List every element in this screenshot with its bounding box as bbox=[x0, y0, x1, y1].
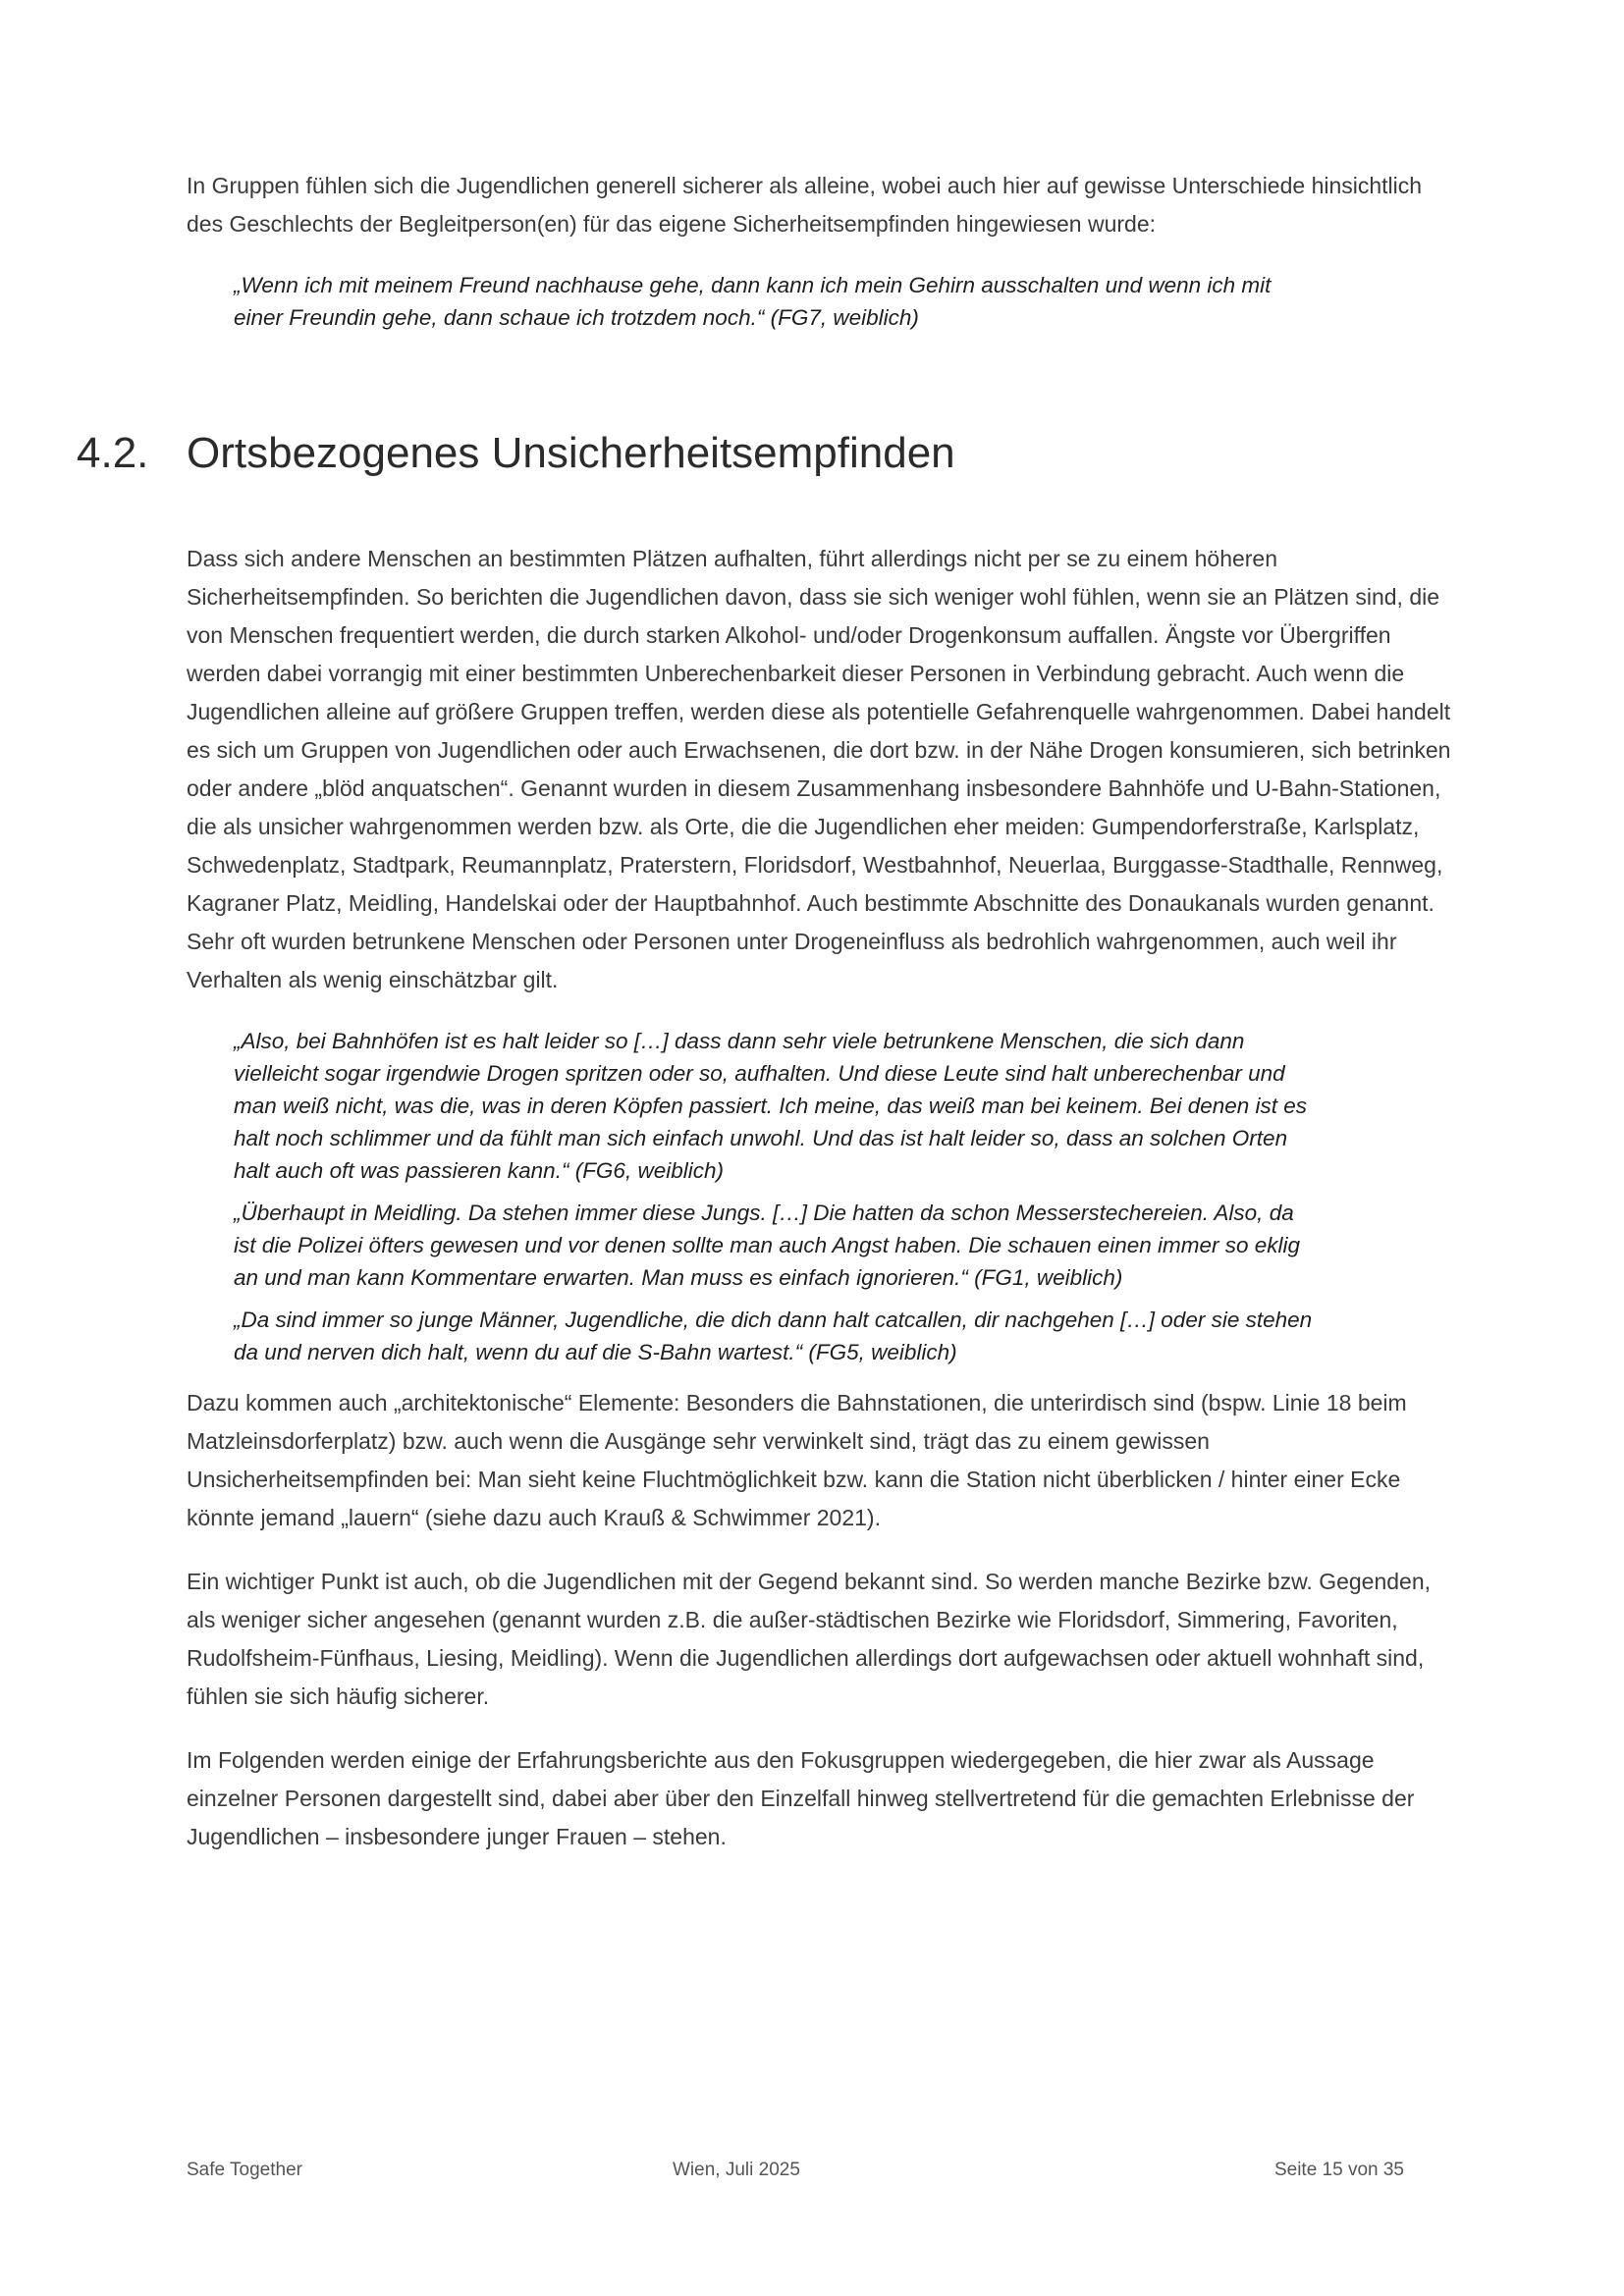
section-quote-3: „Da sind immer so junge Männer, Jugendliche, die dich dann halt catcallen, dir nachgehen […] oder sie stehen da und nerven dich halt, wenn du auf die S-Bahn wartest.“ (FG5, weiblich) bbox=[234, 1308, 1313, 1364]
section-number: 4.2. bbox=[77, 429, 149, 477]
section-paragraph-3: Ein wichtiger Punkt ist auch, ob die Jugendlichen mit der Gegend bekannt sind. So werden manche Bezirke bzw. Gegenden, als weniger sicher angesehen (genannt wurden z.B. die außer-städtischen Bezirke wie Floridsdorf, Simmering, Favoriten, Rudolfsheim-Fünfhaus, Liesing, Meidling). Wenn die Jugendlichen allerdings dort aufgewachsen oder aktuell wohnhaft sind, fühlen sie sich häufig sicherer. bbox=[187, 1569, 1432, 1709]
footer-document-title: Safe Together bbox=[187, 2160, 302, 2180]
section-quote-block bbox=[234, 1025, 1314, 1368]
section-paragraph-2: Dazu kommen auch „architektonische“ Elemente: Besonders die Bahnstationen, die unterirdisch sind (bspw. Linie 18 beim Matzleinsdorferplatz) bzw. auch wenn die Ausgänge sehr verwinkelt sind, trägt das zu einem gewissen Unsicherheitsempfinden bei: Man sieht keine Fluchtmöglichkeit bzw. kann die Station nicht überblicken / hinter einer Ecke könnte jemand „lauern“ (siehe dazu auch Krauß & Schwimmer 2021). bbox=[187, 1390, 1407, 1530]
section-paragraph-4: Im Folgenden werden einige der Erfahrungsberichte aus den Fokusgruppen wiedergegeben, die hier zwar als Aussage einzelner Personen dargestellt sind, dabei aber über den Einzelfall hinweg stellvertretend für die gemachten Erlebnisse der Jugendlichen – insbesondere junger Frauen – stehen. bbox=[187, 1747, 1415, 1849]
section-title: Ortsbezogenes Unsicherheitsempfinden bbox=[187, 429, 955, 477]
footer-page-number: Seite 15 von 35 bbox=[1273, 2160, 1404, 2180]
footer-date: Wien, Juli 2025 bbox=[673, 2160, 800, 2180]
intro-quote: „Wenn ich mit meinem Freund nachhause gehe, dann kann ich mein Gehirn ausschalten und wenn ich mit einer Freundin gehe, dann schaue ich trotzdem noch.“ (FG7, weiblich) bbox=[234, 273, 1272, 330]
section-quote-1: „Also, bei Bahnhöfen ist es halt leider so […] dass dann sehr viele betrunkene Menschen, die sich dann vielleicht sogar irgendwie Drogen spritzen oder so, aufhalten. Und diese Leute sind halt unberechenbar und man weiß nicht, was die, was in deren Köpfen passiert. Ich meine, das weiß man bei keinem. Bei denen ist es halt noch schlimmer und da fühlt man sich einfach unwohl. Und das ist halt leider so, dass an solchen Orten halt auch oft was passieren kann.“ (FG6, weiblich) bbox=[234, 1029, 1308, 1183]
section-heading bbox=[77, 424, 1453, 483]
intro-quote-block bbox=[234, 269, 1314, 334]
page-content bbox=[77, 167, 1453, 1882]
intro-paragraph: In Gruppen fühlen sich die Jugendlichen generell sicherer als alleine, wobei auch hier auf gewisse Unterschiede hinsichtlich des Geschlechts der Begleitperson(en) für das eigene Sicherheitsempfinden hingewiesen wurde: bbox=[187, 173, 1423, 237]
section-quote-2: „Überhaupt in Meidling. Da stehen immer diese Jungs. […] Die hatten da schon Messerstechereien. Also, da ist die Polizei öfters gewesen und vor denen sollte man auch Angst haben. Die schauen einen immer so eklig an und man kann Kommentare erwarten. Man muss es einfach ignorieren.“ (FG1, weiblich) bbox=[234, 1201, 1301, 1290]
section-paragraph-1: Dass sich andere Menschen an bestimmten Plätzen aufhalten, führt allerdings nicht per se zu einem höheren Sicherheitsempfinden. So berichten die Jugendlichen davon, dass sie sich weniger wohl fühlen, wenn sie an Plätzen sind, die von Menschen frequentiert werden, die durch starken Alkohol- und/oder Drogenkonsum auffallen. Ängste vor Übergriffen werden dabei vorrangig mit einer bestimmten Unberechenbarkeit dieser Personen in Verbindung gebracht. Auch wenn die Jugendlichen alleine auf größere Gruppen treffen, werden diese als potentielle Gefahrenquelle wahrgenommen. Dabei handelt es sich um Gruppen von Jugendlichen oder auch Erwachsenen, die dort bzw. in der Nähe Drogen konsumieren, sich betrinken oder andere „blöd anquatschen“. Genannt wurden in diesem Zusammenhang insbesondere Bahnhöfe und U-Bahn-Stationen, die als unsicher wahrgenommen werden bzw. als Orte, die die Jugendlichen eher meiden: Gumpendorferstraße, Karlsplatz, Schwedenplatz, Stadtpark, Reumannplatz, Praterstern, Floridsdorf, Westbahnhof, Neuerlaa, Burggasse-Stadthalle, Rennweg, Kagraner Platz, Meidling, Handelskai oder der Hauptbahnhof. Auch bestimmte Abschnitte des Donaukanals wurden genannt. Sehr oft wurden betrunkene Menschen oder Personen unter Drogeneinfluss als bedrohlich wahrgenommen, auch weil ihr Verhalten als wenig einschätzbar gilt. bbox=[187, 546, 1451, 992]
page-footer bbox=[187, 2160, 1404, 2189]
